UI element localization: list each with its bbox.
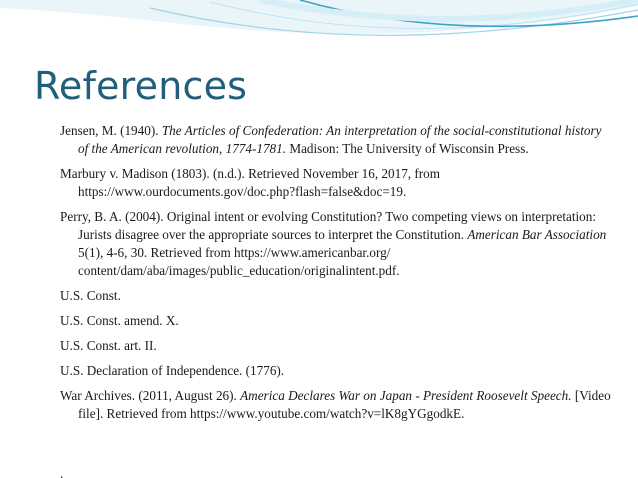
reference-text: Marbury v. Madison (1803). (n.d.). Retrieved November 16, 2017, from https://www.ourdocuments.gov/doc.php?flash=false&doc=19.	[60, 166, 441, 199]
reference-list	[60, 122, 612, 478]
reference-item	[60, 362, 612, 380]
reference-item	[60, 287, 612, 305]
reference-text: U.S. Const.	[60, 288, 121, 303]
reference-item	[60, 165, 612, 201]
reference-item	[60, 387, 612, 423]
reference-text: U.S. Const. art. II.	[60, 338, 157, 353]
reference-text: War Archives. (2011, August 26).	[60, 388, 241, 403]
slide-title: References	[34, 64, 248, 108]
reference-text: U.S. Declaration of Independence. (1776).	[60, 363, 285, 378]
reference-item	[60, 208, 612, 280]
reference-text: U.S. Const. amend. X.	[60, 313, 179, 328]
reference-text: [Video file]. Retrieved from https://www.youtube.com/watch?v=lK8gYGgodkE.	[78, 388, 611, 421]
reference-text: Madison: The University of Wisconsin Press.	[286, 141, 529, 156]
reference-italic-title: The Articles of Confederation: An interpretation of the social-constitutional history of the American revolution, 1774-1781.	[78, 123, 602, 156]
header-swoosh-decoration	[0, 0, 638, 60]
reference-text: .	[60, 466, 64, 478]
reference-item	[60, 122, 612, 158]
reference-italic-title: American Bar Association	[467, 227, 607, 242]
reference-text: Jensen, M. (1940).	[60, 123, 162, 138]
reference-italic-title: America Declares War on Japan - President Roosevelt Speech.	[240, 388, 572, 403]
reference-item	[60, 337, 612, 355]
reference-text: Perry, B. A. (2004). Original intent or evolving Constitution? Two competing views on interpretation: Jurists disagree over the appropriate sources to interpret the Constitution.	[60, 209, 597, 242]
reference-item	[60, 312, 612, 330]
reference-item	[60, 465, 612, 478]
reference-text: 5(1), 4-6, 30. Retrieved from https://www.americanbar.org/ content/dam/aba/images/public_education/originalintent.pdf.	[78, 245, 400, 278]
